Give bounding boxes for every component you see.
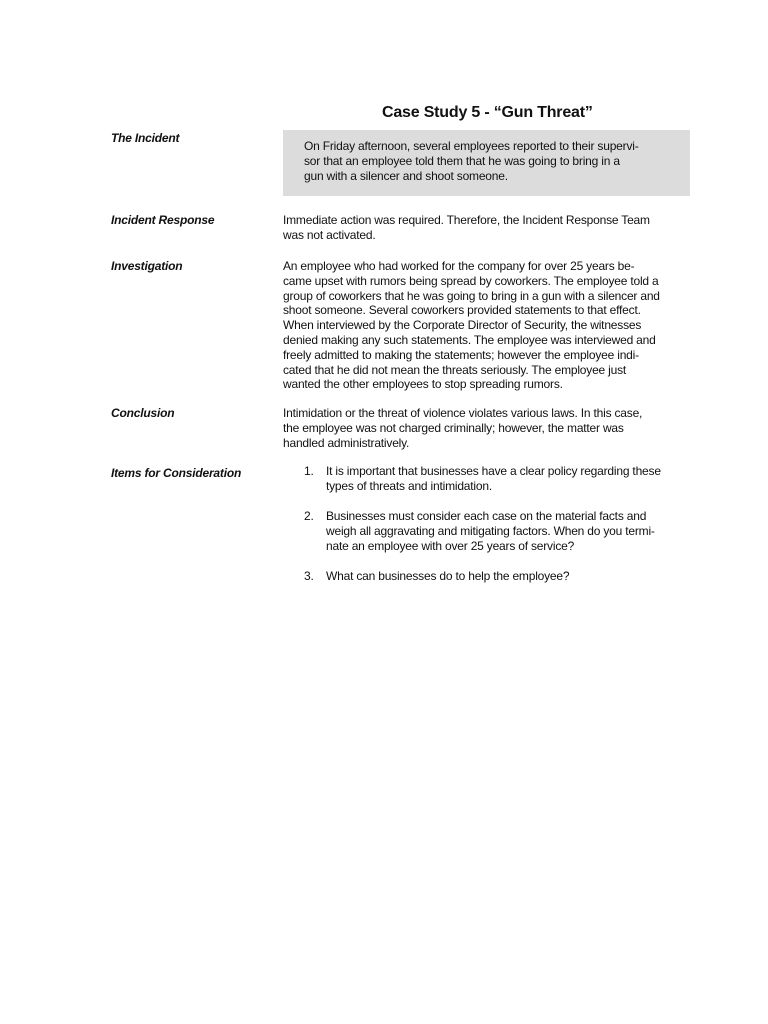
investigation-line: came upset with rumors being spread by coworkers. The employee told a — [283, 273, 659, 288]
list-item — [300, 464, 661, 494]
list-item-line: nate an employee with over 25 years of service? — [326, 539, 575, 553]
response-line: was not activated. — [283, 227, 376, 242]
incident-line: On Friday afternoon, several employees reported to their supervi- — [304, 139, 639, 153]
investigation-label: Investigation — [111, 259, 183, 273]
investigation-text — [283, 259, 693, 392]
incident-response-text — [283, 213, 693, 243]
conclusion-line: Intimidation or the threat of violence violates various laws. In this case, — [283, 406, 643, 420]
incident-line: sor that an employee told them that he was going to bring in a — [304, 154, 620, 168]
incident-text — [304, 139, 639, 184]
investigation-line: shoot someone. Several coworkers provided statements to that effect. — [283, 303, 641, 318]
page-title: Case Study 5 - “Gun Threat” — [382, 104, 593, 121]
list-item-number: 2. — [304, 509, 314, 523]
considerations-list — [300, 464, 661, 599]
incident-callout-box — [283, 130, 690, 196]
conclusion-text — [283, 406, 693, 450]
list-item — [300, 509, 661, 554]
list-item-number: 1. — [304, 464, 314, 478]
response-line: Immediate action was required. Therefore, the Incident Response Team — [283, 213, 650, 227]
investigation-line: freely admitted to making the statements; however the employee indi- — [283, 347, 639, 362]
investigation-line: An employee who had worked for the company for over 25 years be- — [283, 259, 635, 273]
conclusion-label: Conclusion — [111, 406, 175, 420]
list-item-line: types of threats and intimidation. — [326, 479, 492, 493]
list-item-line: It is important that businesses have a clear policy regarding these — [326, 464, 661, 478]
investigation-line: denied making any such statements. The employee was interviewed and — [283, 332, 656, 347]
list-item-line: What can businesses do to help the employee? — [326, 569, 570, 583]
list-item-line: Businesses must consider each case on the material facts and — [326, 509, 647, 523]
investigation-line: wanted the other employees to stop spreading rumors. — [283, 377, 563, 392]
list-item-line: weigh all aggravating and mitigating factors. When do you termi- — [326, 524, 655, 538]
incident-line: gun with a silencer and shoot someone. — [304, 169, 508, 183]
investigation-line: When interviewed by the Corporate Director of Security, the witnesses — [283, 318, 642, 333]
items-for-consideration-label: Items for Consideration — [111, 466, 242, 480]
conclusion-line: the employee was not charged criminally; however, the matter was — [283, 420, 624, 435]
incident-label: The Incident — [111, 131, 180, 145]
investigation-line: cated that he did not mean the threats seriously. The employee just — [283, 362, 627, 377]
incident-response-label: Incident Response — [111, 213, 215, 227]
list-item-number: 3. — [304, 569, 314, 583]
investigation-line: group of coworkers that he was going to bring in a gun with a silencer and — [283, 288, 660, 303]
list-item — [300, 569, 661, 584]
conclusion-line: handled administratively. — [283, 435, 410, 450]
